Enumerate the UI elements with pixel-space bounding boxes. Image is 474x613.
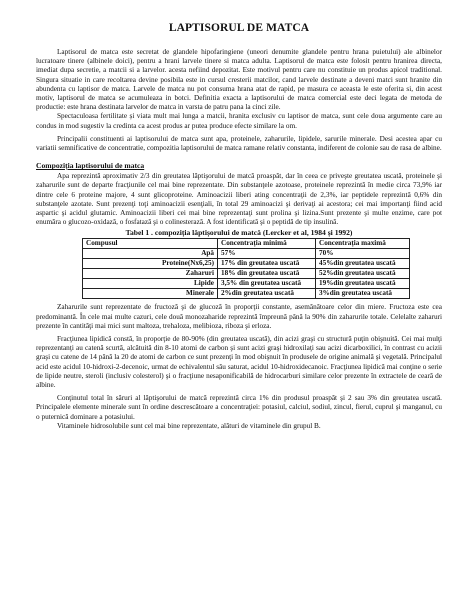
table-header-row [83, 239, 410, 249]
intro-paragraph: Laptisorul de matca este secretat de glandele hipofaringiene (uneori denumite glandele pentru hrana puietului) ale albinelor lucratoare tinere (albinele doici), pentru a hrani larvele tinere si matca adulta. Laptisorul de matca este folosit pentru hranirea directa, imediat dupa secretie, a matcii si a larvelor. acesta nefiind depozitat. Este motivul pentru care nu constituie un produs apicol traditional. Singura situatie in care recoltarea devine posibila este in cursul cresterii matcilor, cand larvele destinate a deveni matci sunt hranite din abundenta cu laptisor de matca. Larvele de matca nu pot consuma hrana atat de rapid, pe masura ce aceasta le este oferita si, din acest motiv, laptisorul de matca se acumuleaza in botci. Definitia exacta a laptisorului de matca comercial este deci legata de metoda de productie: este hrana destinata larvelor de matca in varsta de patru pana la cinci zile. [36, 48, 442, 112]
table-row [83, 279, 410, 289]
table-cell-compound: Proteine(Nx6,25) [83, 259, 218, 269]
table-cell-compound: Zaharuri [83, 269, 218, 279]
composition-paragraph: Apa reprezintă aproximativ 2/3 din greutatea lăptişorului de matcă proaspăt, dar în ceea ce priveşte greutatea uscată, proteinele şi zaharurile sunt de departe fracţiunile cel mai bine reprezentate. Din substanţele azotoase, proteinele reprezintă în medie circa 73,9% iar dintre cele 6 proteine majore, 4 sunt glicoproteine. Aminoacizii liberi ating concentraţii de 2,3%, iar peptidele reprezintă 0,6% din substanţele azotate. Sunt prezenţi toţi aminoacizii esenţiali, în total 29 aminoacizi şi derivaţi ai acestora; cei mai importanţi fiind acid aspartic şi acidul glutamic. Aminoacizii liberi cei mai bine reprezentaţi sunt prolina şi lizina.Sunt prezente şi multe enzime, care pot enumăra o glucozo-oxidază, o fosfatază şi o colinesterază. A fost identificată şi o peptidă de tip insulină. [36, 172, 442, 227]
table-row [83, 289, 410, 299]
table-cell-min: 18% din greutatea uscată [218, 269, 316, 279]
body-paragraph: Zaharurile sunt reprezentate de fructoză şi de glucoză în proporţii constante, asemănătoare celor din miere. Fructoza este cea predominantă. În cele mai multe cazuri, cele două monozaharide reprezintă împreună până la 90% din zaharurile totale. Celelalte zaharuri prezente în cantităţi mai mici sunt maltoza, trehaloza, melibioza, riboza şi erloza. [36, 303, 442, 330]
table-cell-max: 3%din greutatea uscată [316, 289, 410, 299]
table-header-cell: Concentrația maximă [316, 239, 410, 249]
page-title: LAPTISORUL DE MATCA [168, 22, 310, 34]
table-cell-max: 52%din greutatea uscată [316, 269, 410, 279]
composition-table [82, 238, 410, 299]
intro-paragraph: Spectaculoasa fertilitate și viata mult mai lunga a matcii, hranita exclusiv cu laptisor de matca, sunt cele doua argumente care au condus in mod sugestiv la credinta ca acest produs ar putea produce efecte similare la om. [36, 112, 442, 130]
table-header-cell: Concentrația minimă [218, 239, 316, 249]
table-row [83, 259, 410, 269]
table-cell-min: 2%din greutatea uscată [218, 289, 316, 299]
table-row [83, 269, 410, 279]
body-paragraph: Vitaminele hidrosolubile sunt cel mai bine reprezentate, alături de vitaminele din grupul B. [57, 421, 321, 430]
table-cell-compound: Apă [83, 249, 218, 259]
table-cell-compound: Minerale [83, 289, 218, 299]
body-paragraph: Fracţiunea lipidică constă, în proporţie de 80-90% (din greutatea uscată), din acizi graşi cu structură puţin obişnuită. Cei mai mulţi reprezentanţi au catenă scurtă, alcătuită din 8-10 atomi de carbon şi sunt acizi graşi hidroxilaţi sau acizi dicarboxilici, în contrast cu acizii graşi cu catene de 14 până la 20 de atomi de carbon ce sunt prezenţi în mod obişnuit în produsele de origine animală şi vegetală. Principalul acid este acidul 10-hidroxi-2-decenoic, urmat de echivalentul său saturat, acidul 10-hidroxidecanoic. Fracţiunea lipidică mai conţine o serie de lipide neutre, steroli (inclusiv colesterol) şi o fracţiune nesaponificabilă de hidrocarburi similare celor prezente în extractele de ceară de albine. [36, 335, 442, 390]
section-heading: Compoziția laptisorului de matca [36, 161, 145, 171]
table-cell-max: 45%din greutatea uscată [316, 259, 410, 269]
table-cell-min: 57% [218, 249, 316, 259]
table-cell-max: 19%din greutatea uscată [316, 279, 410, 289]
table-cell-min: 17% din greutatea uscată [218, 259, 316, 269]
table-row [83, 249, 410, 259]
table-caption: Tabel 1 . compoziția lăptișorului de matcă (Lercker et al, 1984 și 1992) [125, 228, 353, 238]
intro-paragraph: Principalii constituenti ai laptisorului de matca sunt apa, proteinele, zaharurile, lipidele, sarurile minerale. Desi acestea apar cu variatii semnificative de concentratie, compozitia laptisorului de matca ramane relativ constanta, indiferent de colonie sau de rasa de albine. [36, 134, 442, 153]
body-paragraph: Conţinutul total în săruri al lăptişorului de matcă reprezintă circa 1% din produsul proaspăt şi 2 sau 3% din greutatea uscată. Principalele elemente minerale sunt în ordine descrescătoare a concentraţiei: potasiul, calciul, sodiul, zincul, fierul, cuprul şi manganul, cu o puternică dominare a potasiului. [36, 394, 442, 421]
table-cell-max: 70% [316, 249, 410, 259]
table-cell-min: 3,5% din greutatea uscată [218, 279, 316, 289]
table-cell-compound: Lipide [83, 279, 218, 289]
table-header-cell: Compusul [83, 239, 218, 249]
